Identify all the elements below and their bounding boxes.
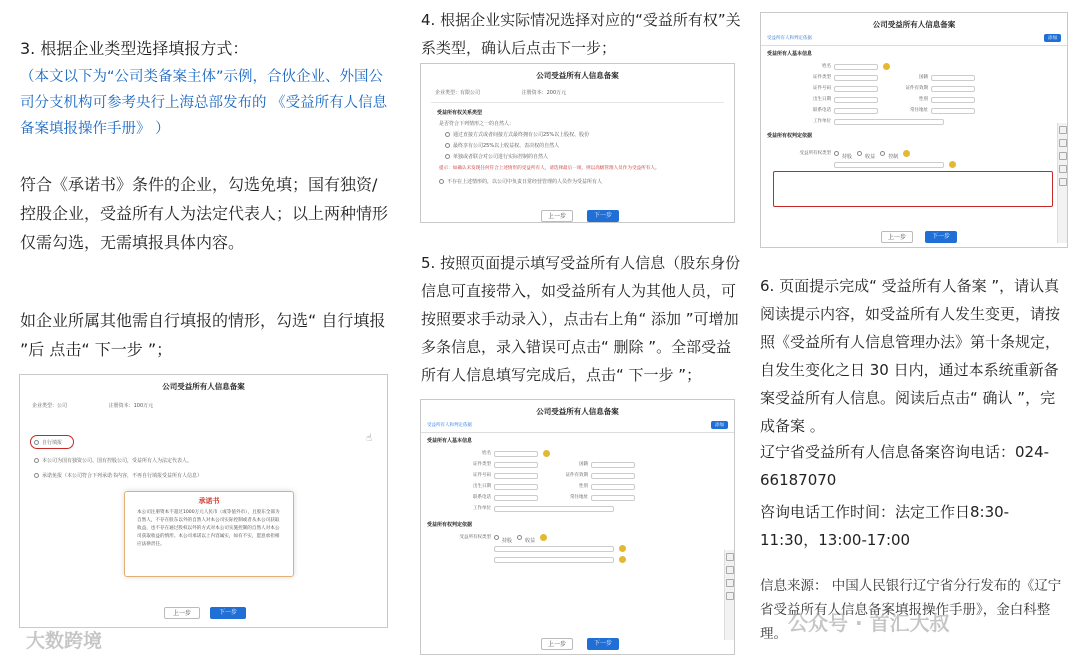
info-icon (903, 150, 910, 157)
address-field[interactable] (931, 108, 975, 114)
step4-text: 4. 根据企业实际情况选择对应的“受益所有权”关系类型，确认后点击下一步； (421, 11, 741, 57)
tool-icon (1059, 139, 1067, 147)
tool-icon (726, 553, 734, 561)
form-topbar (421, 417, 734, 433)
section-basis: 受益所有权判定依据 (427, 522, 473, 528)
form-topbar (761, 30, 1067, 46)
next-button[interactable]: 下一步 (587, 638, 619, 650)
tab-beneficiary[interactable]: 受益所有人和判定依据 (427, 423, 472, 428)
registered-capital: 注册资本：100万元 (108, 403, 154, 409)
id-type-field[interactable] (834, 75, 878, 81)
step5-text: 5. 按照页面提示填写受益所有人信息（股东身份信息可直接带入，如受益所有人为其他人员，可按照要求手动录入），点击右上角“ 添加 ”可增加多条信息，录入错误可点击“ 删除 ”。全部受益所有人信息填写完成后，点击“ 下一步 ”； (421, 254, 741, 384)
radio-icon (34, 440, 39, 445)
option-exempt[interactable]: 承诺免报（本公司符合下列承诺书内容，不再自行填报受益所有人信息） (34, 472, 202, 479)
registered-capital: 注册资本：200万元 (521, 90, 567, 96)
enterprise-type: 企业类型：公司 (32, 403, 68, 409)
side-toolbar (1057, 123, 1067, 243)
tool-icon (1059, 178, 1067, 186)
tool-icon (1059, 126, 1067, 134)
address-field[interactable] (591, 495, 635, 501)
step3-note: （本文以下为“公司类备案主体”示例，合伙企业、外国公司分支机构可参考央行上海总部发布的 《受益所有人信息备案填报操作手册》 ） (20, 69, 388, 137)
tool-icon (726, 592, 734, 600)
name-field[interactable] (834, 64, 878, 70)
modal-title: 承诺书 (198, 497, 220, 505)
screenshot-filing-method (19, 374, 388, 628)
phone-field[interactable] (494, 495, 538, 501)
modal-body: 本公司注册资本不超过1000万元人民币（或等值外币），且股东全部为自然人，不存在股东以外的自然人对本公司实际控制或者从本公司获取收益，也不存在通过股权以外的方式对本公司实施控制的自然人对本公司获取收益的情形。本公司承诺以上内容属实，如有不实，愿意承担相应法律责任。 (137, 510, 280, 547)
shot-title: 公司受益所有人信息备案 (536, 71, 619, 80)
checkbox-icon (445, 132, 450, 137)
gender-field[interactable] (931, 97, 975, 103)
section-basic-info: 受益所有人基本信息 (767, 51, 813, 57)
section-basis: 受益所有权判定依据 (767, 133, 813, 139)
side-toolbar (724, 550, 734, 640)
radio-icon (34, 458, 39, 463)
info-icon (619, 556, 626, 563)
relation-question: 是否符合下列情形之一的自然人： (439, 121, 515, 127)
add-button[interactable]: 添加 (711, 421, 728, 429)
relation-option-3[interactable]: 单独或者联合对公司进行实际控制的自然人 (445, 153, 734, 160)
birth-date-field[interactable] (494, 484, 538, 490)
watermark-right: 公众号 · 首汇大叔 (788, 611, 950, 635)
commitment-modal (124, 491, 294, 577)
next-button[interactable]: 下一步 (925, 231, 957, 243)
prev-button[interactable]: 上一步 (881, 231, 913, 243)
relation-option-4[interactable]: 不存在上述情形的，以公司中负责日常经营管理的人员作为受益所有人 (439, 178, 734, 185)
checkbox-icon (445, 154, 450, 159)
shot-title: 公司受益所有人信息备案 (872, 20, 956, 29)
add-button[interactable]: 添加 (1044, 34, 1061, 42)
id-number-field[interactable] (834, 86, 878, 92)
id-type-field[interactable] (494, 462, 538, 468)
nationality-field[interactable] (931, 75, 975, 81)
step6-text: 6. 页面提示完成“ 受益所有人备案 ”，请认真阅读提示内容，如受益所有人发生变更，请按照《受益所有人信息管理办法》第十条规定，自发生变化之日 30 日内，通过本系统重新备案受益所有人信息。阅读后点击“ 确认 ”，完成备案 。 (760, 277, 1061, 435)
consult-hours: 咨询电话工作时间：法定工作日8:30-11:30，13:00-17:00 (760, 503, 1010, 549)
highlight-basis (773, 171, 1053, 207)
step3-paragraph-2: 如企业所属其他需自行填报的情形，勾选“ 自行填报 ”后 点击“ 下一步 ”； (20, 311, 386, 359)
option-self-fill[interactable]: 自行填报 (34, 439, 62, 446)
section-basic-info: 受益所有人基本信息 (427, 438, 473, 444)
tool-icon (1059, 165, 1067, 173)
relation-option-2[interactable]: 最终享有公司25%以上收益权、表决权的自然人 (445, 142, 734, 149)
next-button[interactable]: 下一步 (587, 210, 619, 222)
id-number-field[interactable] (494, 473, 538, 479)
tab-beneficiary[interactable]: 受益所有人和判定依据 (767, 36, 812, 41)
info-icon (540, 534, 547, 541)
tool-icon (1059, 152, 1067, 160)
name-field[interactable] (494, 451, 538, 457)
info-icon (543, 450, 550, 457)
info-source: 信息来源： 中国人民银行辽宁省分行发布的《辽宁省受益所有人信息备案填报操作手册》，金白科整理。 (760, 578, 1062, 642)
shot-title: 公司受益所有人信息备案 (162, 382, 245, 391)
prev-button[interactable]: 上一步 (541, 638, 573, 650)
next-button[interactable]: 下一步 (210, 607, 246, 619)
basis-field[interactable] (494, 546, 614, 552)
id-expiry-field[interactable] (931, 86, 975, 92)
birth-date-field[interactable] (834, 97, 878, 103)
phone-field[interactable] (834, 108, 878, 114)
gender-field[interactable] (591, 484, 635, 490)
info-icon (883, 63, 890, 70)
screenshot-beneficiary-info: 公司受益所有人信息备案 受益所有人和判定依据 添加 受益所有人基本信息 姓名 证件类型 国籍 证件号码 证件有效期 出生日期 性别 联系电话 常住地址 工作单位 受益所有权判定依据 受益所有权类型持股 收益 上一步 下一步 (420, 399, 735, 655)
info-icon (619, 545, 626, 552)
pointer-hand-icon: ☝ (366, 433, 373, 444)
radio-icon (34, 473, 39, 478)
step3-paragraph-1: 符合《承诺书》条件的企业，勾选免填；国有独资/控股企业，受益所有人为法定代表人；以上两种情形仅需勾选，无需填报具体内容。 (20, 175, 389, 252)
info-icon (949, 161, 956, 168)
enterprise-type: 企业类型：有限公司 (435, 90, 481, 96)
prev-button[interactable]: 上一步 (541, 210, 573, 222)
shot-title: 公司受益所有人信息备案 (536, 407, 619, 416)
option-state-owned[interactable]: 本公司为国有独资公司、国有控股公司，受益所有人为法定代表人。 (34, 457, 192, 464)
workplace-field[interactable] (834, 119, 944, 125)
screenshot-basis-form: 公司受益所有人信息备案 受益所有人和判定依据 添加 受益所有人基本信息 姓名 证件类型 国籍 证件号码 证件有效期 出生日期 性别 联系电话 常住地址 工作单位 受益所有权判定依据 受益所有权类型持股 收益 控制 上一步 下一步 (760, 12, 1068, 248)
id-expiry-field[interactable] (591, 473, 635, 479)
consult-phone: 辽宁省受益所有人信息备案咨询电话：024-66187070 (760, 443, 1050, 489)
prev-button[interactable]: 上一步 (164, 607, 200, 619)
tool-icon (726, 566, 734, 574)
screenshot-relation-type (420, 63, 735, 223)
relation-option-1[interactable]: 通过直接方式或者间接方式最终拥有公司25%以上股权、股份 (445, 131, 734, 138)
tool-icon (726, 579, 734, 587)
nationality-field[interactable] (591, 462, 635, 468)
basis-field-2[interactable] (494, 557, 614, 563)
relation-title: 受益所有权关系类型 (437, 110, 483, 116)
step3-title: 3. 根据企业类型选择填报方式： (20, 39, 249, 58)
basis-field[interactable] (834, 162, 944, 168)
relation-warning: 提示：如确认未发现任何符合上述情形的受益所有人，请选择最后一项，则以高级管理人员作为受益所有人。 (439, 166, 660, 171)
watermark-left: 大数跨境 (26, 630, 103, 652)
radio-icon (439, 179, 444, 184)
checkbox-icon (445, 143, 450, 148)
workplace-field[interactable] (494, 506, 614, 512)
